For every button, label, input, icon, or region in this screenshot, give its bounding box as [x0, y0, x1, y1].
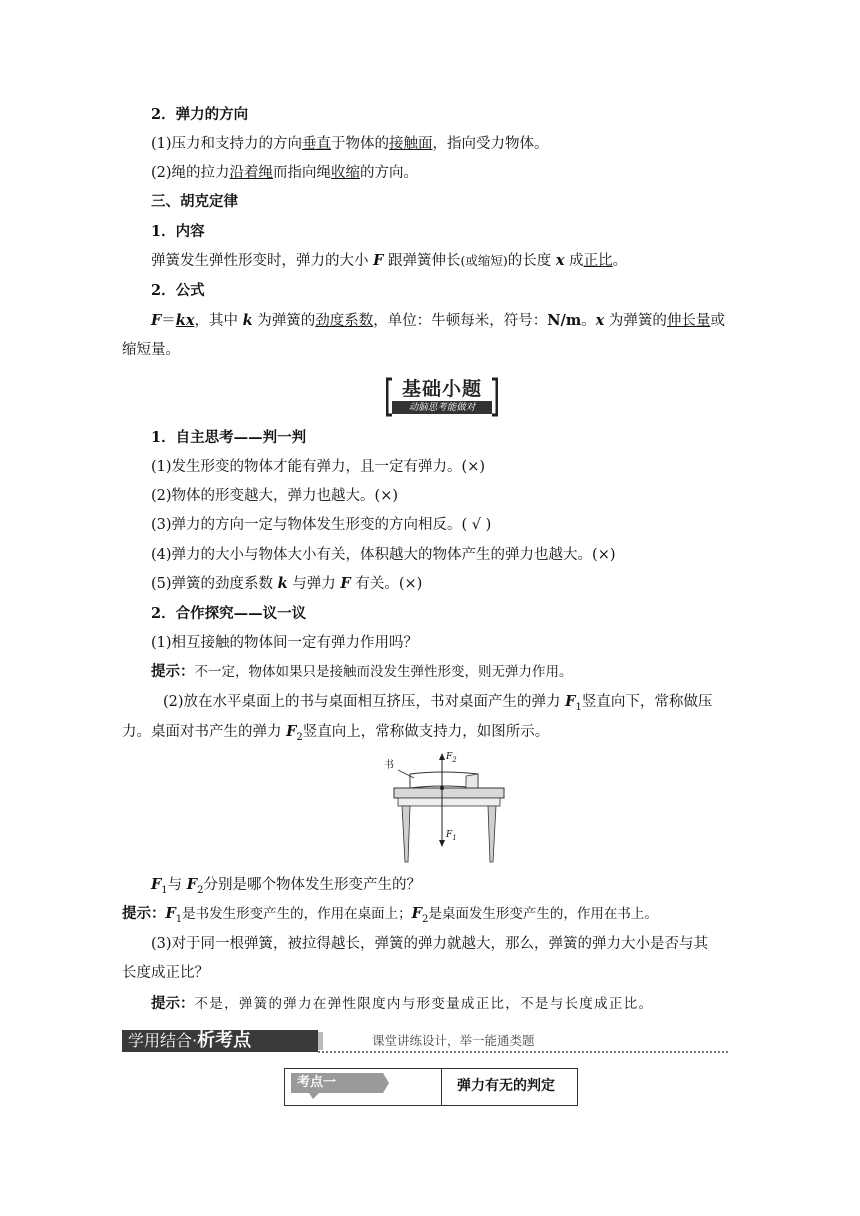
question-heading: 1．自主思考——判一判 — [151, 429, 307, 446]
book-table-figure — [380, 750, 520, 870]
f2-label: $F_2$ — [446, 752, 457, 764]
judge-item: (2)物体的形变越大，弹力也越大。(×) — [151, 488, 399, 504]
hint: 提示：不一定，物体如果只是接触而没发生弹性形变，则无弹力作用。 — [151, 663, 573, 680]
question-text: $F_1$与 $F_2$分别是哪个物体发生形变产生的？ — [151, 876, 421, 896]
banner-subtitle: 动脑思考能做对 — [408, 402, 476, 413]
section-bar — [122, 1030, 730, 1054]
question-heading: 2．合作探究——议一议 — [151, 605, 307, 622]
paragraph: 弹簧发生弹性形变时，弹力的大小 F 跟弹簧伸长(或缩短)的长度 x 成正比。 — [151, 252, 628, 269]
hint: 提示：$F_1$是书发生形变产生的，作用在桌面上；$F_2$是桌面发生形变产生的，作用在书上。 — [122, 905, 658, 925]
paragraph: 缩短量。 — [122, 342, 180, 358]
question-text: (3)对于同一根弹簧，被拉得越长，弹簧的弹力就越大，那么，弹簧的弹力大小是否与其 — [151, 936, 709, 952]
banner-title: 基础小题 — [401, 378, 482, 400]
subheading: 1．内容 — [151, 223, 205, 240]
subheading: 2．公式 — [151, 282, 205, 299]
question-text: (2)放在水平桌面上的书与桌面相互挤压，书对桌面产生的弹力 $F_1$竖直向下，常称做压 — [163, 693, 713, 713]
question-text: (1)相互接触的物体间一定有弹力作用吗？ — [151, 635, 419, 651]
hint: 提示：不是，弹簧的弹力在弹性限度内与形变量成正比，不是与长度成正比。 — [151, 995, 654, 1012]
question-text: 力。桌面对书产生的弹力 $F_2$竖直向上，常称做支持力，如图所示。 — [122, 723, 550, 743]
judge-item: (5)弹簧的劲度系数 k 与弹力 F 有关。(×) — [151, 575, 423, 592]
kaodian-label-area — [285, 1069, 442, 1105]
kaodian-label: 考点一 — [297, 1075, 337, 1090]
question-text: 长度成正比？ — [122, 965, 209, 981]
f1-label: $F_1$ — [446, 830, 457, 842]
table-drawing — [380, 750, 520, 870]
book-label: 书 — [384, 760, 394, 771]
formula-paragraph: F＝kx，其中 k 为弹簧的劲度系数，单位：牛顿每米，符号：N/m。x 为弹簧的伸长量或 — [151, 312, 725, 329]
section-bar-title: 学用结合·析考点 — [128, 1030, 252, 1051]
paragraph: (2)绳的拉力沿着绳而指向绳收缩的方向。 — [151, 165, 419, 181]
section-bar-subtitle: 课堂讲练设计，举一能通类题 — [372, 1033, 535, 1048]
section-heading: 三、胡克定律 — [151, 193, 238, 210]
kaodian-title: 弹力有无的判定 — [457, 1078, 555, 1094]
kaodian-box — [284, 1068, 578, 1106]
basic-questions-banner — [386, 377, 498, 417]
judge-item: (4)弹力的大小与物体大小有关，体积越大的物体产生的弹力也越大。(×) — [151, 547, 616, 563]
section-heading: 2．弹力的方向 — [151, 106, 249, 123]
paragraph: (1)压力和支持力的方向垂直于物体的接触面，指向受力物体。 — [151, 136, 549, 152]
judge-item: (1)发生形变的物体才能有弹力，且一定有弹力。(×) — [151, 459, 486, 475]
judge-item: (3)弹力的方向一定与物体发生形变的方向相反。( √ ) — [151, 517, 492, 533]
